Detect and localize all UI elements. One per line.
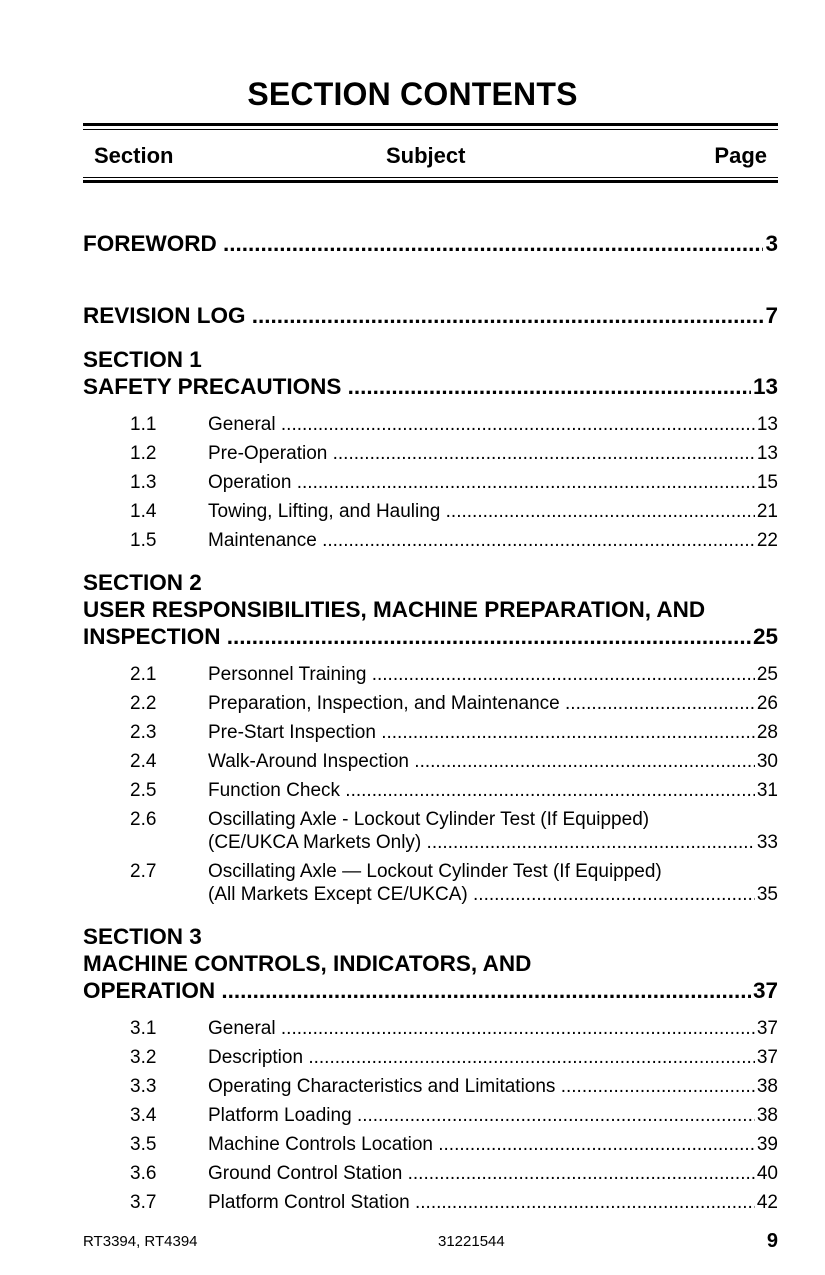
section-heading: SECTION 2 [83,570,202,595]
footer-models: RT3394, RT4394 [83,1233,198,1250]
dot-leader [327,442,755,465]
toc-subitem-2-7[interactable] [130,860,778,906]
toc-entry-label: FOREWORD [83,231,217,256]
footer-doc-number: 31221544 [438,1233,505,1250]
subitem-number: 2.3 [130,722,157,743]
subitem-text: Oscillating Axle - Lockout Cylinder Test (If Equipped) [208,809,650,830]
column-header-section: Section [94,143,174,168]
section-page: 13 [752,374,778,399]
section-page: 37 [752,978,778,1003]
header-rule-top-thick [83,123,778,126]
toc-section-1[interactable] [83,346,778,400]
dot-leader [221,623,751,650]
section-title: INSPECTION [83,624,221,649]
subitem-text: Towing, Lifting, and Hauling [208,501,441,522]
subitem-text-continued: (All Markets Except CE/UKCA) [208,884,468,905]
subitem-page: 22 [756,530,778,551]
section-heading: SECTION 3 [83,924,202,949]
subitem-number: 2.4 [130,751,157,772]
dot-leader [376,721,755,744]
subitem-page: 38 [756,1076,778,1097]
column-header-page: Page [714,143,767,168]
subitem-page: 37 [756,1018,778,1039]
subitem-page: 13 [756,443,778,464]
subitem-text: Preparation, Inspection, and Maintenance [208,693,560,714]
dot-leader [276,1017,755,1040]
footer-page-number: 9 [766,1230,778,1252]
dot-leader [246,302,764,329]
subitem-number: 3.3 [130,1076,157,1097]
subitem-page: 25 [756,664,778,685]
page-title: SECTION CONTENTS [247,76,578,112]
subitem-number: 3.2 [130,1047,157,1068]
subitem-text: Pre-Operation [208,443,328,464]
subitem-number: 2.1 [130,664,157,685]
subitem-page: 33 [756,832,778,853]
header-rule-bottom-thin [83,177,778,178]
toc-subitem-2-6[interactable] [130,808,778,854]
subitem-number: 3.5 [130,1134,157,1155]
column-header-subject: Subject [386,143,466,168]
subitem-page: 15 [756,472,778,493]
subitem-number: 2.6 [130,809,157,830]
dot-leader [433,1133,755,1156]
subitem-text: General [208,1018,276,1039]
subitem-text: Description [208,1047,304,1068]
subitem-number: 1.1 [130,414,157,435]
subitem-text: Pre-Start Inspection [208,722,376,743]
subitem-number: 1.4 [130,501,157,522]
section-title-line: MACHINE CONTROLS, INDICATORS, AND [83,951,532,976]
subitem-page: 37 [756,1047,778,1068]
subitem-text-continued: (CE/UKCA Markets Only) [208,832,422,853]
subitem-number: 3.6 [130,1163,157,1184]
dot-leader [276,413,755,436]
dot-leader [366,663,754,686]
subitem-text: Ground Control Station [208,1163,403,1184]
toc-section-3[interactable] [83,923,778,1004]
dot-leader [409,750,755,773]
dot-leader [402,1162,755,1185]
dot-leader [555,1075,754,1098]
subitem-page: 21 [756,501,778,522]
subitem-page: 39 [756,1134,778,1155]
subitem-number: 1.2 [130,443,157,464]
subitem-number: 3.7 [130,1192,157,1213]
subitem-text: General [208,414,276,435]
section-title: SAFETY PRECAUTIONS [83,374,342,399]
subitem-number: 1.3 [130,472,157,493]
subitem-page: 28 [756,722,778,743]
dot-leader [410,1191,755,1214]
section-title-line: USER RESPONSIBILITIES, MACHINE PREPARATION, AND [83,597,706,622]
subitem-page: 13 [756,414,778,435]
subitem-page: 31 [756,780,778,801]
toc-entry-page: 7 [765,303,778,328]
subitem-text: Walk-Around Inspection [208,751,410,772]
dot-leader [217,230,764,257]
dot-leader [341,373,751,400]
subitem-text: Personnel Training [208,664,367,685]
subitem-page: 30 [756,751,778,772]
subitem-page: 26 [756,693,778,714]
subitem-page: 42 [756,1192,778,1213]
section-page: 25 [752,624,778,649]
dot-leader [303,1046,755,1069]
subitem-number: 2.5 [130,780,157,801]
header-rule-bottom-thick [83,180,778,183]
subitem-text: Oscillating Axle — Lockout Cylinder Test (If Equipped) [208,861,662,882]
dot-leader [317,529,755,552]
section-title: OPERATION [83,978,216,1003]
subitem-number: 2.7 [130,861,157,882]
subitem-page: 40 [756,1163,778,1184]
subitem-number: 1.5 [130,530,157,551]
toc-section-2[interactable] [83,569,778,650]
subitem-text: Operating Characteristics and Limitations [208,1076,556,1097]
toc-entry-revision-log[interactable] [83,302,778,329]
toc-entry-page: 3 [765,231,778,256]
section-heading: SECTION 1 [83,347,202,372]
dot-leader [340,779,755,802]
subitem-number: 3.1 [130,1018,157,1039]
dot-leader [291,471,754,494]
subitem-text: Machine Controls Location [208,1134,433,1155]
dot-leader [468,883,755,906]
dot-leader [421,831,755,854]
subitem-text: Operation [208,472,292,493]
subitem-number: 2.2 [130,693,157,714]
toc-entry-label: REVISION LOG [83,303,246,328]
subitem-text: Function Check [208,780,341,801]
subitem-text: Platform Loading [208,1105,352,1126]
dot-leader [352,1104,755,1127]
subitem-page: 35 [756,884,778,905]
dot-leader [440,500,754,523]
subitem-text: Platform Control Station [208,1192,410,1213]
toc-entry-foreword[interactable] [83,230,778,257]
dot-leader [215,977,751,1004]
header-rule-top-thin [83,129,778,130]
subitem-number: 3.4 [130,1105,157,1126]
dot-leader [560,692,755,715]
subitem-text: Maintenance [208,530,317,551]
subitem-page: 38 [756,1105,778,1126]
